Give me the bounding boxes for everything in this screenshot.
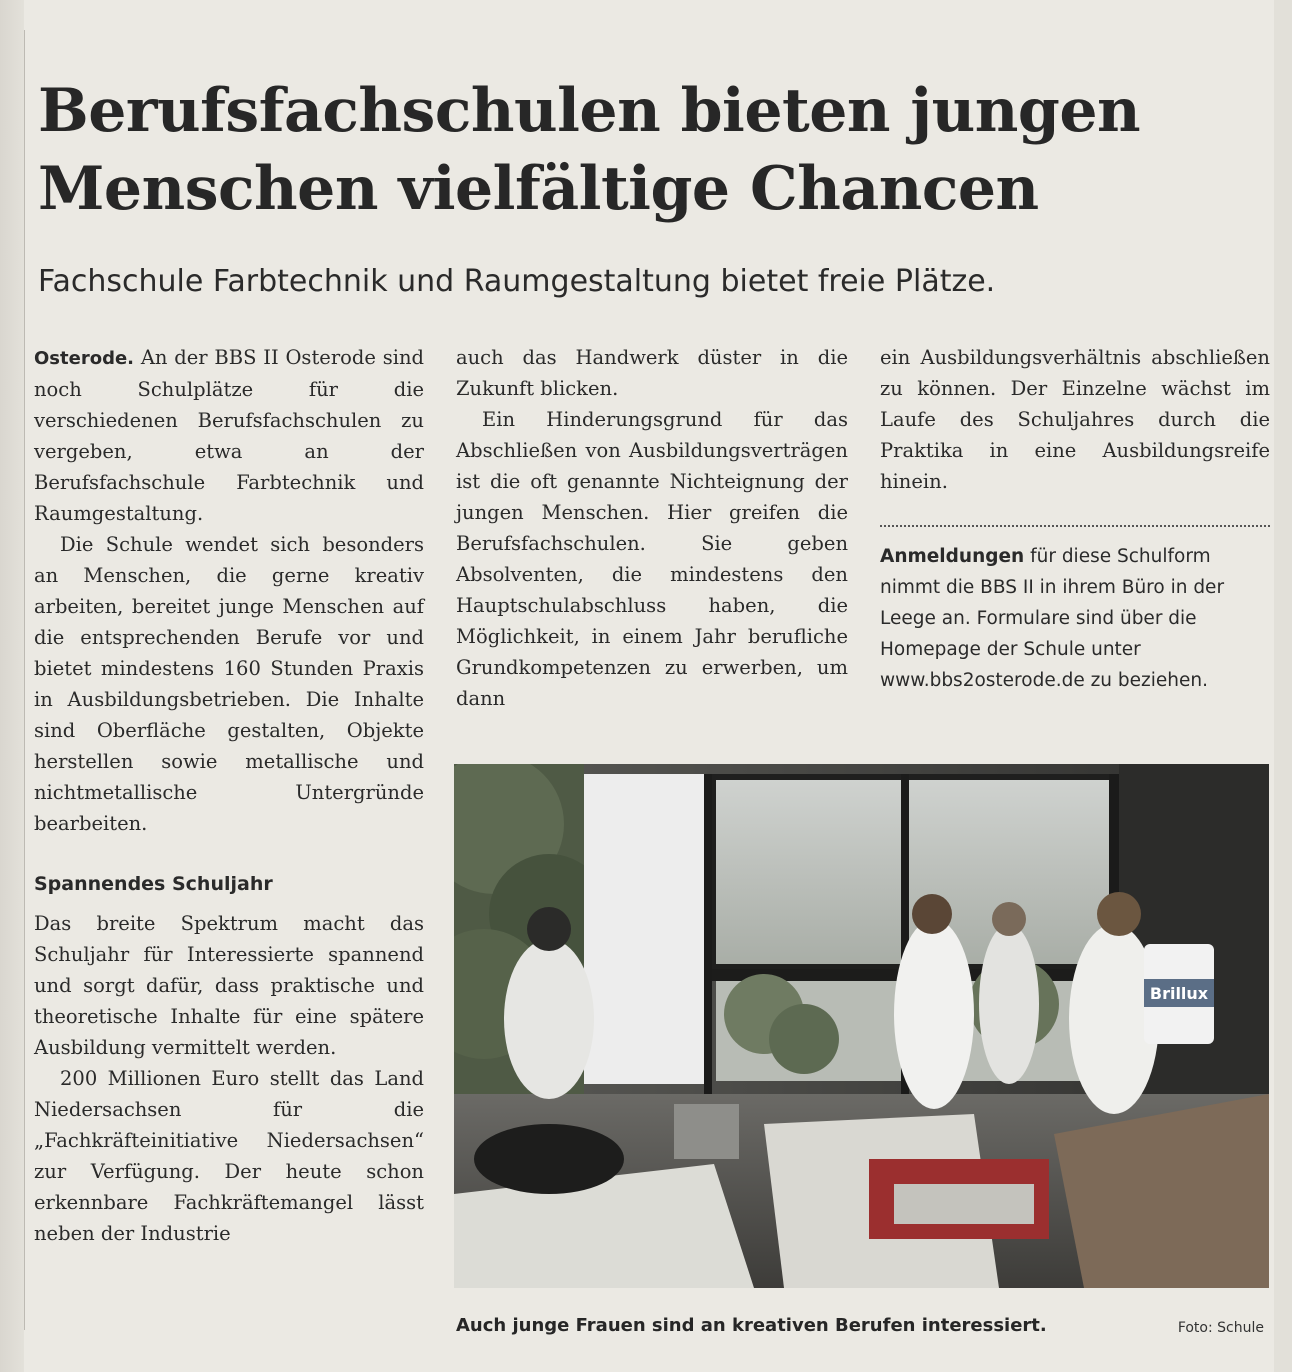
registration-note (880, 541, 1270, 696)
text-column-1 (34, 342, 424, 1249)
paragraph: Die Schule wendet sich besonders an Menschen, die gerne kreativ arbeiten, bereitet junge Menschen auf die entsprechenden Berufe vor und bietet mindestens 160 Stunden Praxis in Ausbildungsbetrieben. Die Inhalte sind Oberfläche gestalten, Objekte herstellen sowie metallische und nichtmetallische Untergründe bearbeiten. (34, 533, 424, 835)
paragraph-lead: Osterode. An der BBS II Osterode sind noch Schulplätze für die verschiedenen Berufsfachschulen zu vergeben, etwa an der Berufsfachschule Farbtechnik und Raumgestaltung. (34, 346, 424, 525)
photo-caption: Auch junge Frauen sind an kreativen Berufen interessiert. (456, 1315, 1047, 1336)
adjacent-column-bleed (0, 0, 24, 1372)
article-photo (454, 764, 1269, 1288)
column-rule (24, 30, 25, 1330)
classroom-photo (454, 764, 1269, 1288)
text-column-3 (880, 342, 1270, 696)
text-column-2 (456, 342, 848, 714)
paragraph: Das breite Spektrum macht das Schuljahr für Interessierte spannend und sorgt dafür, dass praktische und theoretische Inhalte für eine spätere Ausbildung vermittelt werden. (34, 912, 424, 1059)
article-subheadline: Fachschule Farbtechnik und Raumgestaltung bietet freie Plätze. (38, 264, 996, 299)
adjacent-column-bleed-right (1274, 0, 1292, 1372)
note-text: für diese Schulform nimmt die BBS II in ihrem Büro in der Leege an. Formulare sind über die Homepage der Schule unter www.bbs2osterode.de zu beziehen. (880, 546, 1225, 691)
paragraph-col2-head: auch das Handwerk düster in die Zukunft blicken. (456, 346, 848, 400)
paragraph-col3-head: ein Ausbildungsverhältnis abschließen zu können. Der Einzelne wächst im Laufe des Schuljahres durch die Praktika in eine Ausbildungsreife hinein. (880, 346, 1270, 493)
note-lead: Anmeldungen (880, 546, 1025, 567)
bucket-label: Brillux (1149, 984, 1209, 1003)
dateline: Osterode. (34, 348, 135, 369)
dotted-divider (880, 525, 1270, 527)
article-headline: Berufsfachschulen bieten jungen Menschen vielfältige Chancen (38, 76, 1141, 224)
paragraph-col2-tail: Ein Hinderungsgrund für das Abschließen von Ausbildungsverträgen ist die oft genannte Nichteignung der jungen Menschen. Hier greifen die Berufsfachschulen. Sie geben Absolventen, die mindestens den Hauptschulabschluss haben, die Möglichkeit, in einem Jahr berufliche Grundkompetenzen zu erwerben, um dann (456, 408, 848, 710)
section-heading: Spannendes Schuljahr (34, 873, 273, 895)
photo-credit: Foto: Schule (1177, 1320, 1264, 1336)
paragraph-col1-tail: 200 Millionen Euro stellt das Land Niedersachsen für die „Fachkräfteinitiative Niedersachsen“ zur Verfügung. Der heute schon erkennbare Fachkräftemangel lässt neben der Industrie (34, 1067, 424, 1245)
